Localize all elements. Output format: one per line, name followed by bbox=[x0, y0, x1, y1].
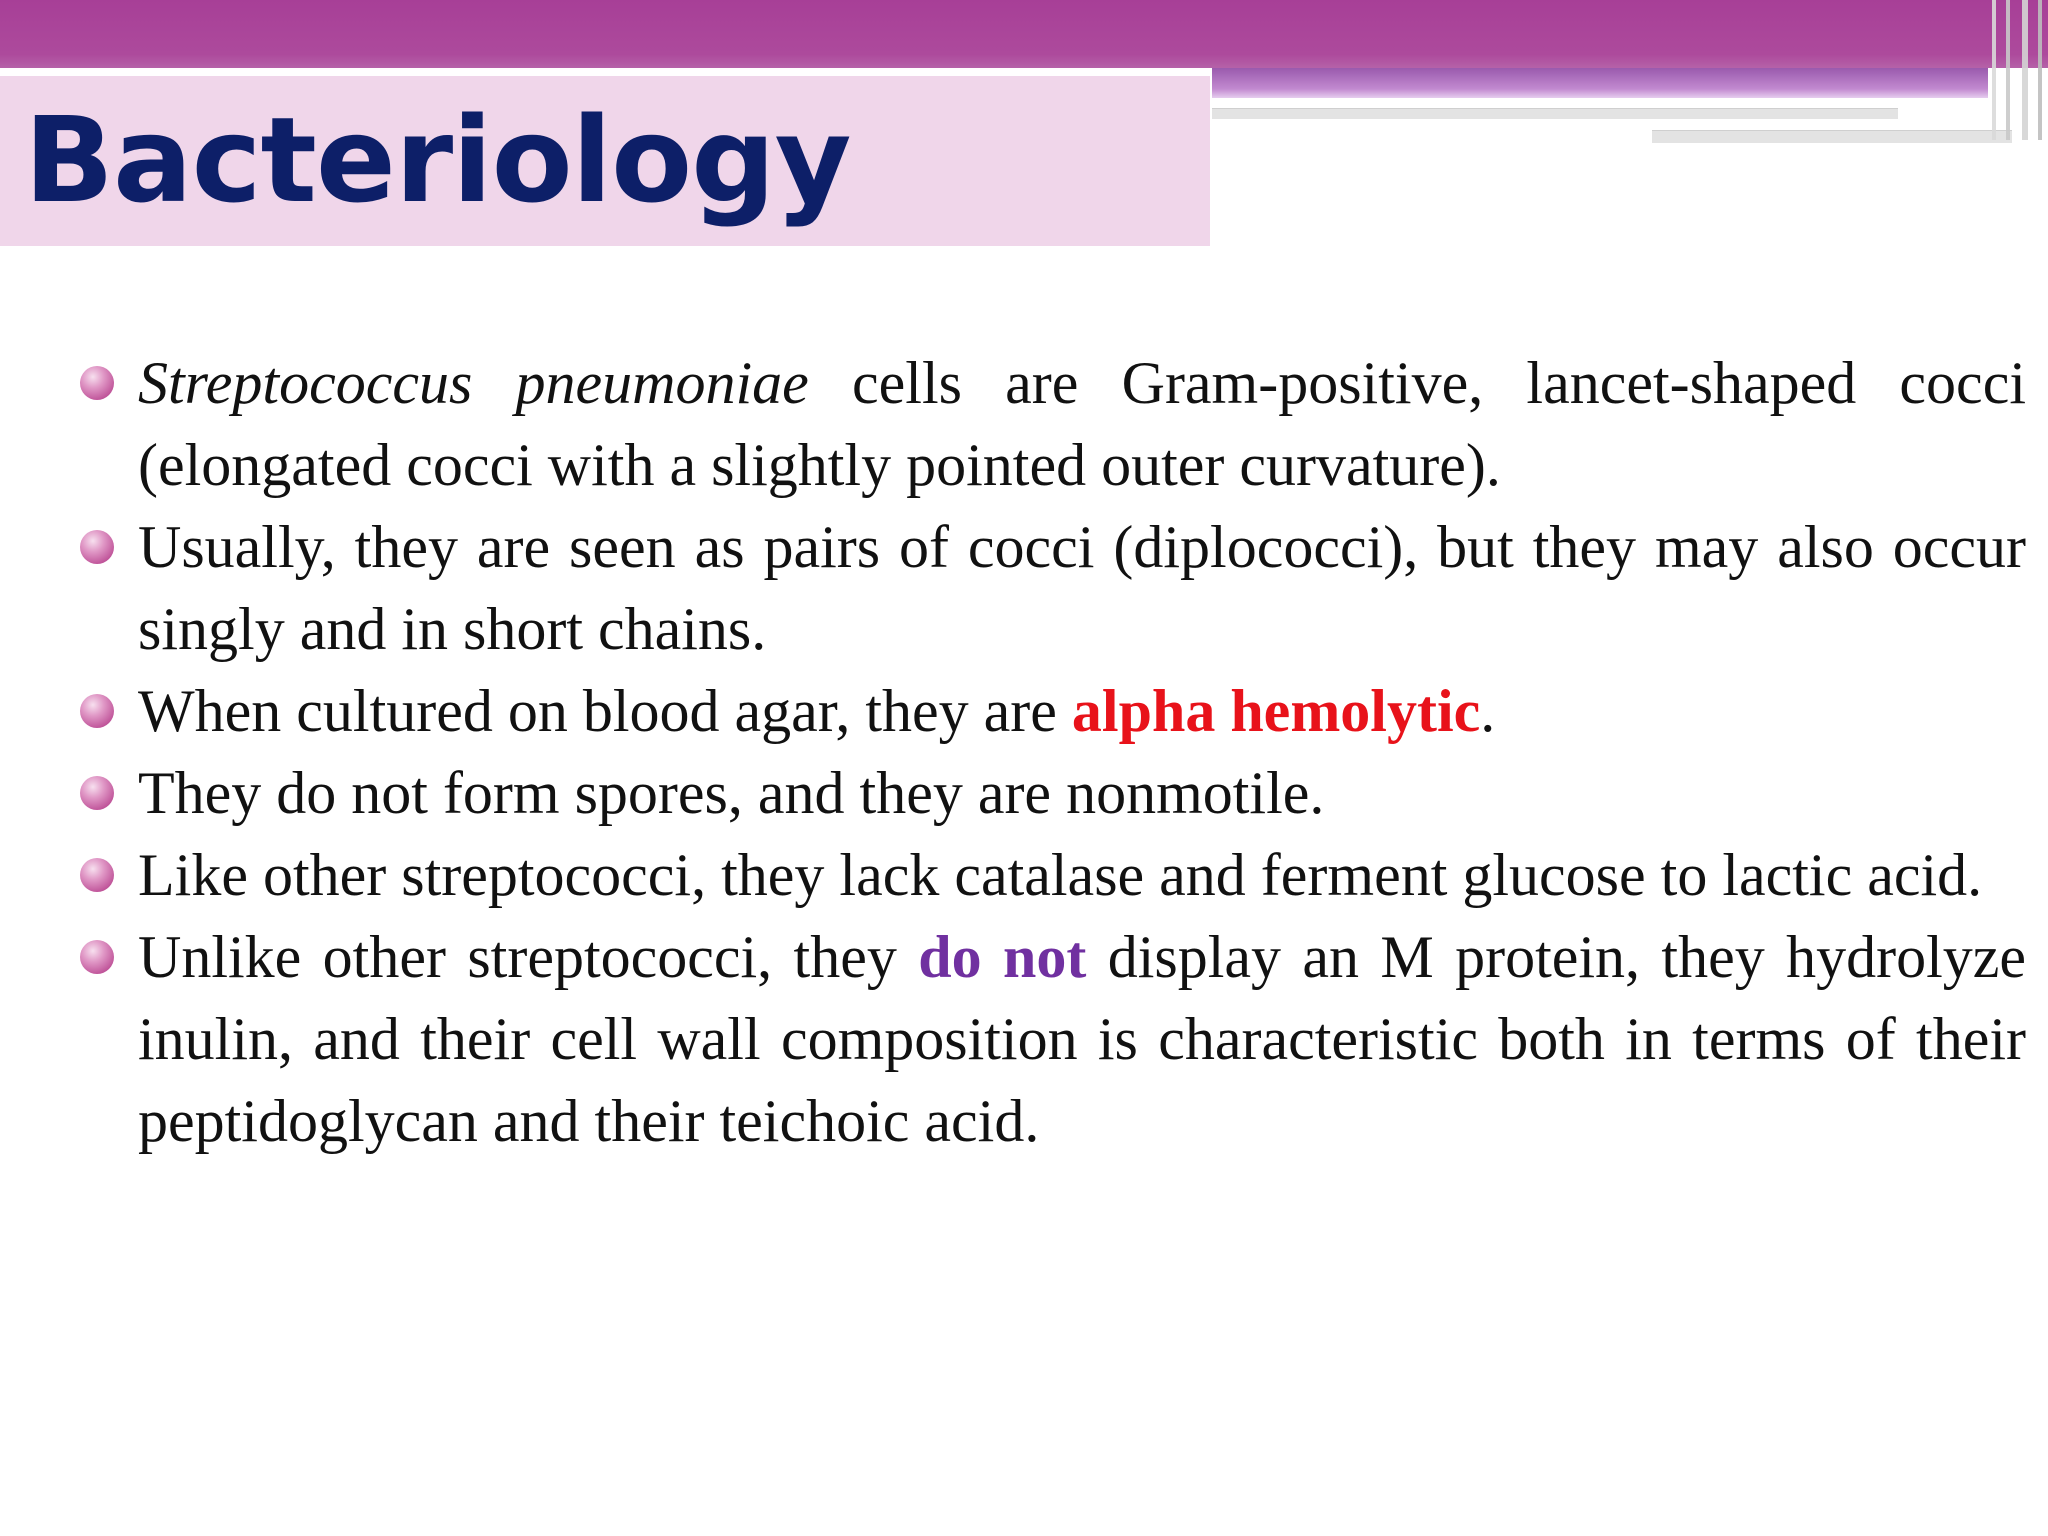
bullet-dot-icon bbox=[80, 366, 114, 400]
header-accent-line bbox=[1212, 108, 1898, 119]
bullet-text: Like other streptococci, they lack catalase and ferment glucose to lactic acid. bbox=[138, 842, 1983, 908]
bullet-item bbox=[80, 916, 2026, 1162]
bullet-dot-icon bbox=[80, 694, 114, 728]
highlight-do-not: do not bbox=[918, 924, 1087, 990]
bullet-text: When cultured on blood agar, they are bbox=[138, 678, 1072, 744]
bullet-item bbox=[80, 342, 2026, 506]
bullet-item bbox=[80, 834, 2026, 916]
bullet-list bbox=[80, 342, 2026, 1162]
bullet-text-italic: Streptococcus pneumoniae bbox=[138, 350, 809, 416]
bullet-item bbox=[80, 752, 2026, 834]
bullet-dot-icon bbox=[80, 940, 114, 974]
bullet-text: display an M protein, they hydrolyze inulin, and their cell wall composition is characteristic both in terms of their peptidoglycan and their teichoic acid. bbox=[138, 924, 2027, 1154]
header-accent-bar bbox=[1212, 68, 1988, 98]
bullet-text: . bbox=[1480, 678, 1496, 744]
bullet-dot-icon bbox=[80, 858, 114, 892]
bullet-text: They do not form spores, and they are nonmotile. bbox=[138, 760, 1325, 826]
bullet-dot-icon bbox=[80, 530, 114, 564]
highlight-alpha-hemolytic: alpha hemolytic bbox=[1071, 678, 1481, 744]
header-accent-line-short bbox=[1652, 130, 2012, 143]
bullet-text: Unlike other streptococci, they bbox=[138, 924, 919, 990]
bullet-text: cells are Gram-positive, lancet-shaped cocci (elongated cocci with a slightly pointed outer curvature). bbox=[138, 350, 2026, 498]
slide-title: Bacteriology bbox=[24, 91, 851, 229]
header-band bbox=[0, 0, 2048, 68]
bullet-item bbox=[80, 670, 2026, 752]
bullet-text: Usually, they are seen as pairs of cocci (diplococci), but they may also occur singly and in short chains. bbox=[138, 514, 2026, 662]
bullet-item bbox=[80, 506, 2026, 670]
header-edge-strips bbox=[1988, 0, 2048, 140]
bullet-dot-icon bbox=[80, 776, 114, 810]
